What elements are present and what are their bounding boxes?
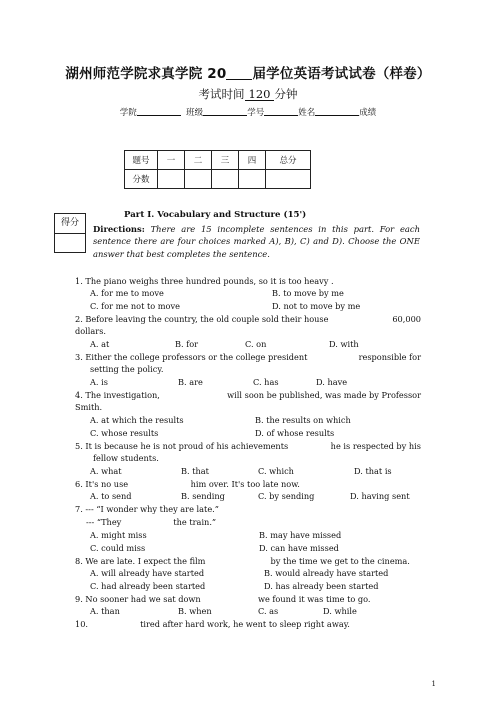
q9-option-d: D. while (323, 606, 357, 616)
q6-option-b: B. sending (181, 491, 225, 501)
q7-option-b: B. may have missed (259, 530, 342, 540)
question-5-stem: 5. It is because he is not proud of his achievements he is respected by his (75, 441, 421, 451)
id-blank (264, 106, 298, 116)
q3-option-d: D. have (316, 377, 348, 387)
question-7-stem-2: --- “They the train.” (86, 517, 217, 527)
college-blank (137, 106, 181, 116)
year-blank (226, 67, 252, 80)
class-blank (203, 106, 247, 116)
q4-option-c: C. whose results (90, 428, 159, 438)
field-class: 班级 (186, 108, 204, 118)
question-6-stem: 6. It's no use him over. It's too late now. (75, 479, 300, 489)
field-college: 学院 (119, 108, 137, 118)
header-cell: 三 (212, 151, 239, 170)
q7-option-d: D. can have missed (259, 543, 339, 553)
q8-option-d: D. has already been started (264, 581, 379, 591)
score-cell (239, 170, 266, 189)
q4-option-a: A. at which the results (90, 415, 184, 425)
score-cell (212, 170, 239, 189)
name-blank (315, 106, 359, 116)
q2-option-b: B. for (175, 339, 199, 349)
q7-option-c: C. could miss (90, 543, 146, 553)
q4-option-d: D. of whose results (255, 428, 335, 438)
score-cell (266, 170, 311, 189)
directions-label: Directions: (93, 224, 145, 234)
q9-option-b: B. when (178, 606, 212, 616)
q5-option-a: A. what (90, 466, 122, 476)
q3-option-b: B. are (178, 377, 203, 387)
question-2-stem-cont: dollars. (75, 326, 107, 336)
score-cell (185, 170, 212, 189)
q6-option-d: D. having sent (350, 491, 410, 501)
score-cell (158, 170, 185, 189)
page-number: 1 (431, 680, 436, 688)
q1-option-b: B. to move by me (272, 288, 344, 298)
q3-option-c: C. has (253, 377, 279, 387)
q8-option-a: A. will already have started (90, 568, 205, 578)
q5-option-d: D. that is (354, 466, 392, 476)
header-cell: 总分 (266, 151, 311, 170)
field-id: 学号 (247, 108, 265, 118)
q4-option-b: B. the results on which (255, 415, 351, 425)
score-table (124, 150, 311, 189)
question-5-stem-cont: fellow students. (93, 453, 159, 463)
field-name: 姓名 (298, 108, 316, 118)
q1-option-a: A. for me to move (90, 288, 164, 298)
field-score: 成绩 (359, 108, 377, 118)
q7-option-a: A. might miss (90, 530, 147, 540)
q9-option-c: C. as (258, 606, 279, 616)
header-cell: 题号 (125, 151, 158, 170)
part-score-box (54, 213, 86, 253)
q1-option-c: C. for me not to move (90, 301, 180, 311)
score-table-row (125, 170, 311, 189)
header-cell: 二 (185, 151, 212, 170)
question-3-stem: 3. Either the college professors or the college president responsible for (75, 352, 421, 362)
question-2-stem: 2. Before leaving the country, the old couple sold their house 60,000 (75, 314, 421, 324)
score-table-header-row (125, 151, 311, 170)
q8-option-b: B. would already have started (264, 568, 389, 578)
question-7-stem: 7. --- “I wonder why they are late.” (75, 504, 219, 514)
q6-option-a: A. to send (90, 491, 132, 501)
header-cell: 一 (158, 151, 185, 170)
directions (93, 223, 420, 260)
q5-option-c: C. which (258, 466, 294, 476)
question-10-stem: 10. tired after hard work, he went to sleep right away. (75, 619, 350, 629)
q9-option-a: A. than (90, 606, 120, 616)
header-cell: 四 (239, 151, 266, 170)
q6-option-c: C. by sending (258, 491, 315, 501)
part-score-label: 得分 (55, 214, 85, 234)
q1-option-d: D. not to move by me (272, 301, 361, 311)
exam-title: 湖州师范学院求真学院 20 届学位英语考试试卷（样卷） (65, 66, 431, 82)
student-info-line (0, 106, 496, 118)
q2-option-a: A. at (90, 339, 110, 349)
question-1-stem: 1. The piano weighs three hundred pounds, so it is too heavy . (75, 276, 334, 286)
question-3-stem-cont: setting the policy. (90, 364, 164, 374)
question-9-stem: 9. No sooner had we sat down we found it was time to go. (75, 594, 371, 604)
directions-text: There are 15 incomplete sentences in this part. For each sentence there are four choices marked A), B), C) and D). Choose the ONE answer that best completes the sentence. (93, 224, 420, 259)
q5-option-b: B. that (181, 466, 209, 476)
exam-duration: 考试时间 120 分钟 (198, 87, 298, 101)
question-4-stem-cont: Smith. (75, 402, 103, 412)
q8-option-c: C. had already been started (90, 581, 206, 591)
q2-option-d: D. with (329, 339, 359, 349)
q2-option-c: C. on (245, 339, 267, 349)
question-8-stem: 8. We are late. I expect the film by the time we get to the cinema. (75, 556, 410, 566)
part-title: Part I. Vocabulary and Structure (15') (124, 210, 307, 220)
question-4-stem: 4. The investigation, will soon be published, was made by Professor (75, 390, 421, 400)
q3-option-a: A. is (90, 377, 108, 387)
row-label: 分数 (125, 170, 158, 189)
